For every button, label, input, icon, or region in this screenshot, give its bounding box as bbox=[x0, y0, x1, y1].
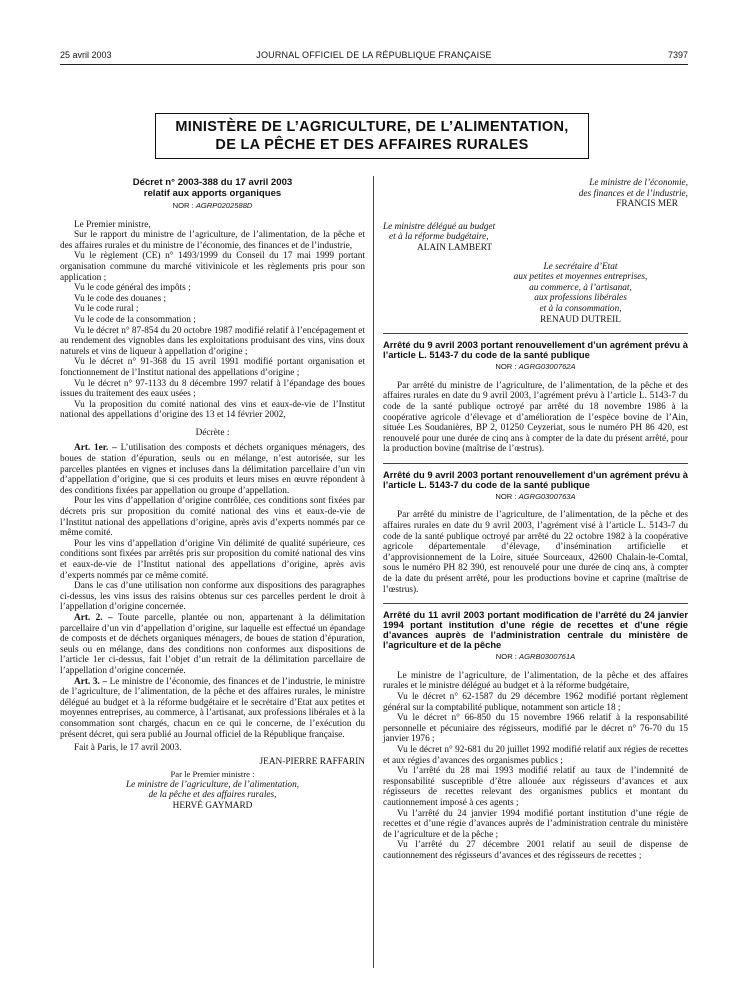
article-3 bbox=[60, 677, 365, 741]
article-1-label: Art. 1er. – bbox=[74, 443, 117, 454]
decret-para: Vu le décret n° 87-854 du 20 octobre 1987 modifié relatif à l’encépagement et au rendement des vignobles dans les exploitations produisant des vins, vins doux naturels et vins de liqueur à appellation d’origine ; bbox=[60, 325, 365, 357]
nor-code: AGRG0300762A bbox=[518, 362, 576, 372]
article-1-para4: Dans le cas d’une utilisation non conforme aux dispositions des paragraphes ci-dessus, les vins issus des raisins obtenus sur ces parcelles perdent le droit à l’appellation d’origine concernée. bbox=[60, 581, 365, 613]
column-divider bbox=[373, 176, 374, 968]
section-separator bbox=[383, 463, 688, 464]
arrete3-para: Vu le décret n° 92-681 du 20 juillet 1992 modifié relatif aux régies de recettes et aux régies d’avances des organismes publics ; bbox=[383, 744, 688, 766]
header-date: 25 avril 2003 bbox=[60, 50, 112, 60]
ministry-heading-line1: MINISTÈRE DE L’AGRICULTURE, DE L’ALIMENTATION, bbox=[175, 119, 569, 135]
min-agri-name: HERVÉ GAYMARD bbox=[172, 801, 253, 812]
decret-para: Vu la proposition du comité national des vins et eaux-de-vie de l’Institut national des appellations d’origine des 13 et 14 février 2002, bbox=[60, 399, 365, 421]
decret-para: Vu le code général des impôts ; bbox=[74, 283, 191, 294]
right-column bbox=[383, 178, 688, 862]
article-1 bbox=[60, 443, 365, 496]
decret-para: Vu le décret n° 97-1133 du 8 décembre 1997 relatif à l’épandage des boues issues du traitement des eaux usées ; bbox=[60, 378, 365, 400]
article-2 bbox=[60, 613, 365, 677]
decret-nor bbox=[60, 201, 365, 212]
header-page-number: 7397 bbox=[667, 50, 688, 60]
decret-title-line1: Décret n° 2003-388 du 17 avril 2003 bbox=[132, 177, 293, 188]
decret-para: Vu le règlement (CE) n° 1493/1999 du Conseil du 17 mai 1999 portant organisation commune du marché vitivinicole et les règlements pris pour son application ; bbox=[60, 251, 365, 283]
sig-secretaire-block bbox=[383, 262, 688, 326]
sig-budget-line2: et à la réforme budgétaire, bbox=[389, 232, 489, 243]
nor-label: NOR : bbox=[495, 491, 517, 501]
section-separator bbox=[383, 603, 688, 604]
arrete3-para: Vu l’arrêté du 27 décembre 2001 relatif au seuil de dispense de cautionnement des régisseurs d’avances et des régisseurs de recettes ; bbox=[383, 840, 688, 861]
article-1-para2: Pour les vins d’appellation d’origine contrôlée, ces conditions sont fixées par décrets pris sur proposition du comité national des vins et eaux-de-vie de l’Institut national des appellations d’origine, après avis d’experts nommés par ce même comité. bbox=[60, 496, 365, 539]
arrete3-para: Vu l’arrêté du 28 mai 1993 modifié relatif au taux de l’indemnité de responsabilité susceptible d’être allouée aux régisseurs d’avances et aux régisseurs de recettes relevant des organismes publics et montant du cautionnement imposé à ces agents ; bbox=[383, 766, 688, 808]
nor-code: AGRP0202588D bbox=[195, 201, 253, 210]
sig-eco-line2: des finances et de l’industrie, bbox=[578, 188, 688, 199]
nor-code: AGRB0300761A bbox=[519, 652, 576, 662]
arrete3-para: Le ministre de l’agriculture, de l’alimentation, de la pêche et des affaires rurales et le ministre délégué au budget et à la réforme budgétaire, bbox=[383, 670, 688, 692]
article-3-text: Le ministre de l’économie, des finances et de l’industrie, le ministre de l’agriculture, de l’alimentation, de la pêche et des affaires rurales, le ministre délégué au budget et à la réforme budgétaire et le secrétaire d’Etat aux petites et moyennes entreprises, au commerce, à l’artisanat, aux professions libérales et à la consommation sont chargés, chacun en ce qui le concerne, de l’exécution du présent décret, qui sera publié au Journal officiel de la République française. bbox=[60, 676, 366, 740]
ministry-heading-line2: DE LA PÊCHE ET DES AFFAIRES RURALES bbox=[215, 137, 529, 153]
nor-label: NOR : bbox=[495, 652, 517, 662]
sig-se-line5: et à la consommation, bbox=[539, 303, 622, 314]
sig-budget-line1: Le ministre délégué au budget bbox=[383, 221, 496, 232]
decret-title-line2: relatif aux apports organiques bbox=[143, 187, 282, 199]
arrete1-nor bbox=[383, 362, 688, 373]
header-rule bbox=[60, 64, 688, 65]
sig-budget-name: ALAIN LAMBERT bbox=[417, 242, 493, 253]
nor-label: NOR : bbox=[172, 201, 194, 210]
arrete3-nor bbox=[383, 652, 688, 663]
sig-se-line2: aux petites et moyennes entreprises, bbox=[513, 272, 648, 283]
arrete2-title: Arrêté du 9 avril 2003 portant renouvellement d’un agrément prévu à l’article L. 5143-7 du code de la santé publique bbox=[383, 468, 688, 490]
decret-para: Vu le code des douanes ; bbox=[74, 293, 167, 304]
decret-para: Sur le rapport du ministre de l’agriculture, de l’alimentation, de la pêche et des affaires rurales et du ministre de l’économie, des finances et de l’industrie, bbox=[60, 230, 365, 251]
nor-label: NOR : bbox=[495, 362, 517, 372]
sig-eco-line1: Le ministre de l’économie, bbox=[589, 178, 688, 188]
sig-se-name: RENAUD DUTREIL bbox=[540, 314, 621, 325]
arrete3-para: Vu l’arrêté du 24 janvier 1994 modifié portant institution d’une régie de recettes et d’une régie d’avances auprès de l’administration centrale du ministère de l’agriculture et de la pêche ; bbox=[383, 808, 688, 840]
arrete2-nor bbox=[383, 492, 688, 503]
article-1-para3: Pour les vins d’appellation d’origine Vin délimité de qualité supérieure, ces conditions sont fixées par arrêtés pris sur proposition du comité national des vins et eaux-de-vie de l’Institut national des appellations d’origine, après avis d’experts nommés par ce même comité. bbox=[60, 538, 365, 581]
article-3-label: Art. 3. – bbox=[74, 676, 108, 687]
article-2-text: Toute parcelle, plantée ou non, appartenant à la délimitation parcellaire d’un vin d’appellation d’origine, sur laquelle est effectué un épandage de composts et de déchets organiques ménagers, de boues de station d’épuration, seuls ou en mélange, dans des conditions non conformes aux dispositions de l’article 1er ci-dessus, fait l’objet d’un retrait de la délimitation parcellaire de l’appellation d’origine concernée. bbox=[60, 612, 366, 676]
signatory-name: JEAN-PIERRE RAFFARIN bbox=[259, 756, 365, 767]
decret-para: Vu le code rural ; bbox=[74, 304, 139, 315]
decret-para: Vu le code de la consommation ; bbox=[74, 314, 196, 325]
sig-se-line1: Le secrétaire d’Etat bbox=[543, 261, 618, 272]
article-2-label: Art. 2. – bbox=[74, 612, 113, 623]
decrete-label: Décrète : bbox=[195, 427, 230, 438]
decret-para: Le Premier ministre, bbox=[74, 219, 151, 230]
arrete1-text: Par arrêté du ministre de l’agriculture, de l’alimentation, de la pêche et des affaires rurales en date du 9 avril 2003, l’agrément prévu à l’article L. 5143-7 du code de la santé publique octroyé par arrêté du 18 novembre 1986 à la coopérative agricole d’élevage et d’amélioration de l’espèce bovine de l’Ain, située Les Soudanières, BP 2, 01250 Ceyzeriat, sous le numéro PH 86 420, est renouvelé pour une durée de cinq ans à compter de la date du présent arrêté, pour la production bovine (maîtrise de l’œstrus). bbox=[383, 380, 688, 455]
decret-para: Vu le décret n° 91-368 du 15 avril 1991 modifié portant organisation et fonctionnement de l’Institut national des appellations d’origine ; bbox=[60, 357, 365, 378]
header-journal-title: JOURNAL OFFICIEL DE LA RÉPUBLIQUE FRANÇAISE bbox=[256, 50, 492, 60]
arrete1-title: Arrêté du 9 avril 2003 portant renouvellement d’un agrément prévu à l’article L. 5143-7 du code de la santé publique bbox=[383, 339, 688, 361]
sig-se-line4: aux professions libérales bbox=[534, 293, 627, 304]
nor-code: AGRG0300763A bbox=[518, 491, 576, 501]
arrete3-title: Arrêté du 11 avril 2003 portant modification de l’arrêté du 24 janvier 1994 portant institution d’une régie de recettes et d’une régie d’avances auprès de l’administration centrale du ministère de l’agriculture et de la pêche bbox=[383, 609, 688, 651]
section-separator bbox=[383, 333, 688, 334]
fait-a-paris: Fait à Paris, le 17 avril 2003. bbox=[74, 743, 182, 754]
sig-se-line3: au commerce, à l’artisanat, bbox=[529, 282, 632, 293]
ministry-heading-box bbox=[155, 113, 589, 159]
article-1-text: L’utilisation des composts et déchets organiques ménagers, des boues de station d’épuration, seuls ou en mélange, n’est autorisée, sur les parcelles plantées en vignes et incluses dans la délimitation parcellaire d’un vin d’appellation d’origine, que si ces produits et leurs mises en œuvre répondent à des conditions fixées par appellation ou groupe d’appellation. bbox=[60, 443, 366, 496]
arrete3-para: Vu le décret n° 66-850 du 15 novembre 1966 relatif à la responsabilité personnelle et pécuniaire des régisseurs, modifié par le décret n° 76-70 du 15 janvier 1976 ; bbox=[383, 713, 688, 745]
min-agri-line1: Le ministre de l’agriculture, de l’alimentation, bbox=[125, 779, 300, 790]
arrete3-para: Vu le décret n° 62-1587 du 29 décembre 1962 modifié portant règlement général sur la comptabilité publique, notamment son article 18 ; bbox=[383, 692, 688, 713]
left-column bbox=[60, 178, 365, 812]
par-le-premier-ministre: Par le Premier ministre : bbox=[170, 769, 255, 780]
min-agri-line2: de la pêche et des affaires rurales, bbox=[148, 790, 277, 801]
decret-title bbox=[60, 178, 365, 199]
sig-eco-name: FRANCIS MER bbox=[616, 199, 678, 210]
arrete2-text: Par arrêté du ministre de l’agriculture, de l’alimentation, de la pêche et des affaires rurales en date du 9 avril 2003, l’agrément visé à l’article L. 5143-7 du code de la santé publique octroyé par arrêté du 22 octobre 1982 à la coopérative agricole départementale d’élevage, d’insémination artificielle et d’approvisionnement de la Loire, située Sourceaux, 42600 Chalain-le-Comtal, sous le numéro PH 82 390, est renouvelé pour une durée de cinq ans, à compter de la date du présent arrêté, pour les productions bovine et caprine (maîtrise de l’œstrus). bbox=[383, 510, 688, 595]
